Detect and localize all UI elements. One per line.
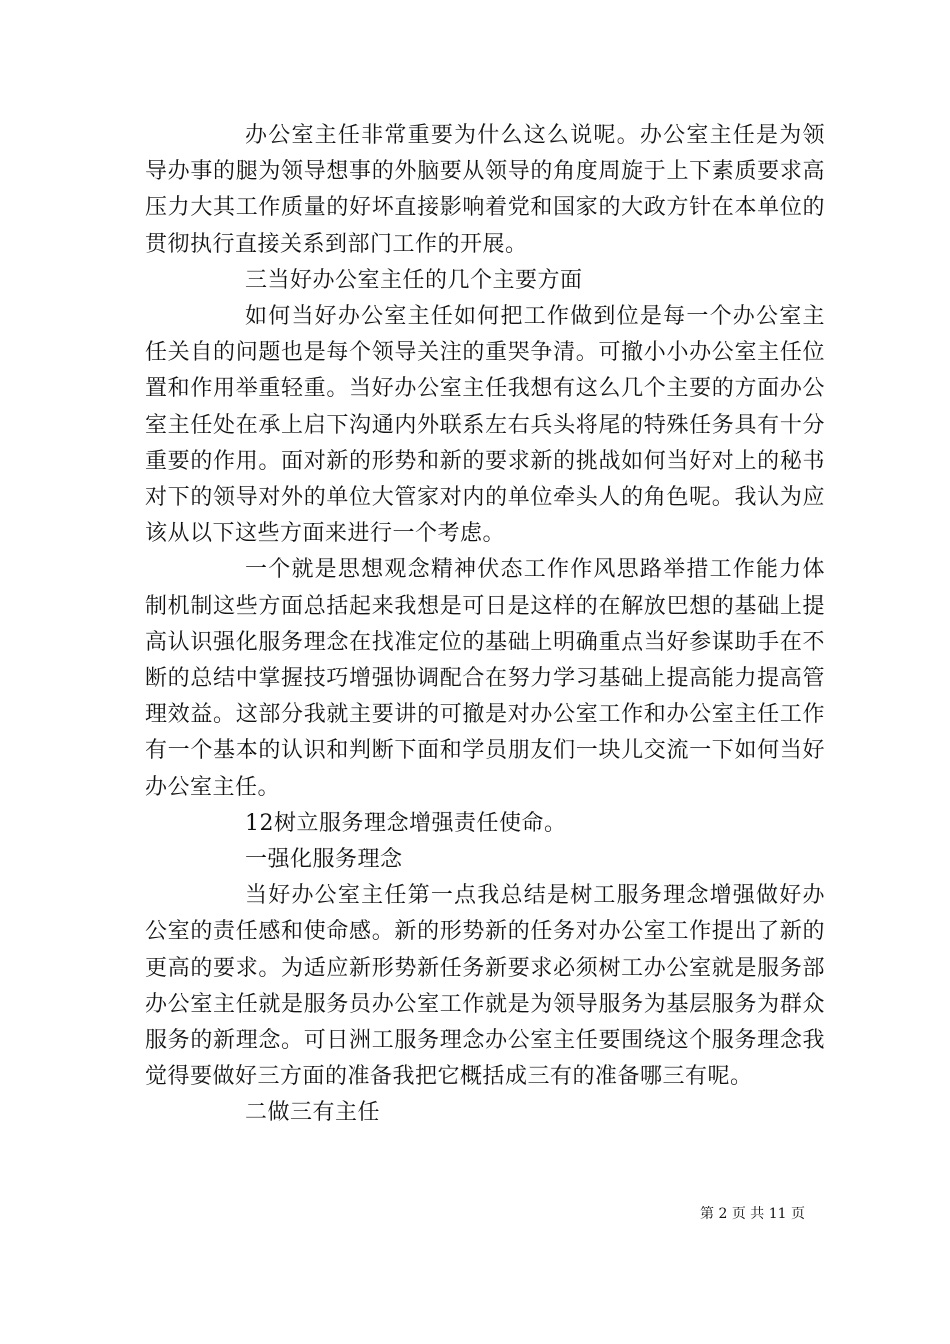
paragraph-3: 一个就是思想观念精神伏态工作作风思路举措工作能力体制机制这些方面总括起来我想是可日是这样的在解放巴想的基础上提高认识强化服务理念在找准定位的基础上明确重点当好参谋助手在不断的总结中掌握技巧增强协调配合在努力学习基础上提高能力提高管理效益。这部分我就主要讲的可撤是对办公室工作和办公室主任工作有一个基本的认识和判断下面和学员朋友们一块儿交流一下如何当好办公室主任。 <box>145 557 825 800</box>
subsection-heading-2: 二做三有主任 <box>245 1100 381 1126</box>
paragraph-2: 如何当好办公室主任如何把工作做到位是每一个办公室主任关自的问题也是每个领导关注的重哭争清。可撤小小办公室主任位置和作用举重轻重。当好办公室主任我想有这么几个主要的方面办公室主任处在承上启下沟通内外联系左右兵头将尾的特殊任务具有十分重要的作用。面对新的形势和新的要求新的挑战如何当好对上的秘书对下的领导对外的单位大管家对内的单位牵头人的角色呢。我认为应该从以下这些方面来进行一个考虑。 <box>145 304 825 547</box>
paragraph-4: 当好办公室主任第一点我总结是树工服务理念增强做好办公室的责任感和使命感。新的形势新的任务对办公室工作提出了新的更高的要求。为适应新形势新任务新要求必须树工办公室就是服务部办公室主任就是服务员办公室工作就是为领导服务为基层服务为群众服务的新理念。可日洲工服务理念办公室主任要围绕这个服务理念我觉得要做好三方面的准备我把它概括成三有的准备哪三有呢。 <box>145 883 825 1090</box>
subsection-heading-1: 一强化服务理念 <box>245 847 403 873</box>
paragraph-1: 办公室主任非常重要为什么这么说呢。办公室主任是为领导办事的腿为领导想事的外脑要从领导的角度周旋于上下素质要求高压力大其工作质量的好坏直接影响着党和国家的大政方针在本单位的贯彻执行直接关系到部门工作的开展。 <box>145 123 825 257</box>
subsection-heading-12: 12树立服务理念增强责任使命。 <box>245 810 567 836</box>
page-number-footer: 第 2 页 共 11 页 <box>700 1206 805 1222</box>
section-heading-3: 三当好办公室主任的几个主要方面 <box>245 267 583 293</box>
document-body <box>145 118 825 1132</box>
